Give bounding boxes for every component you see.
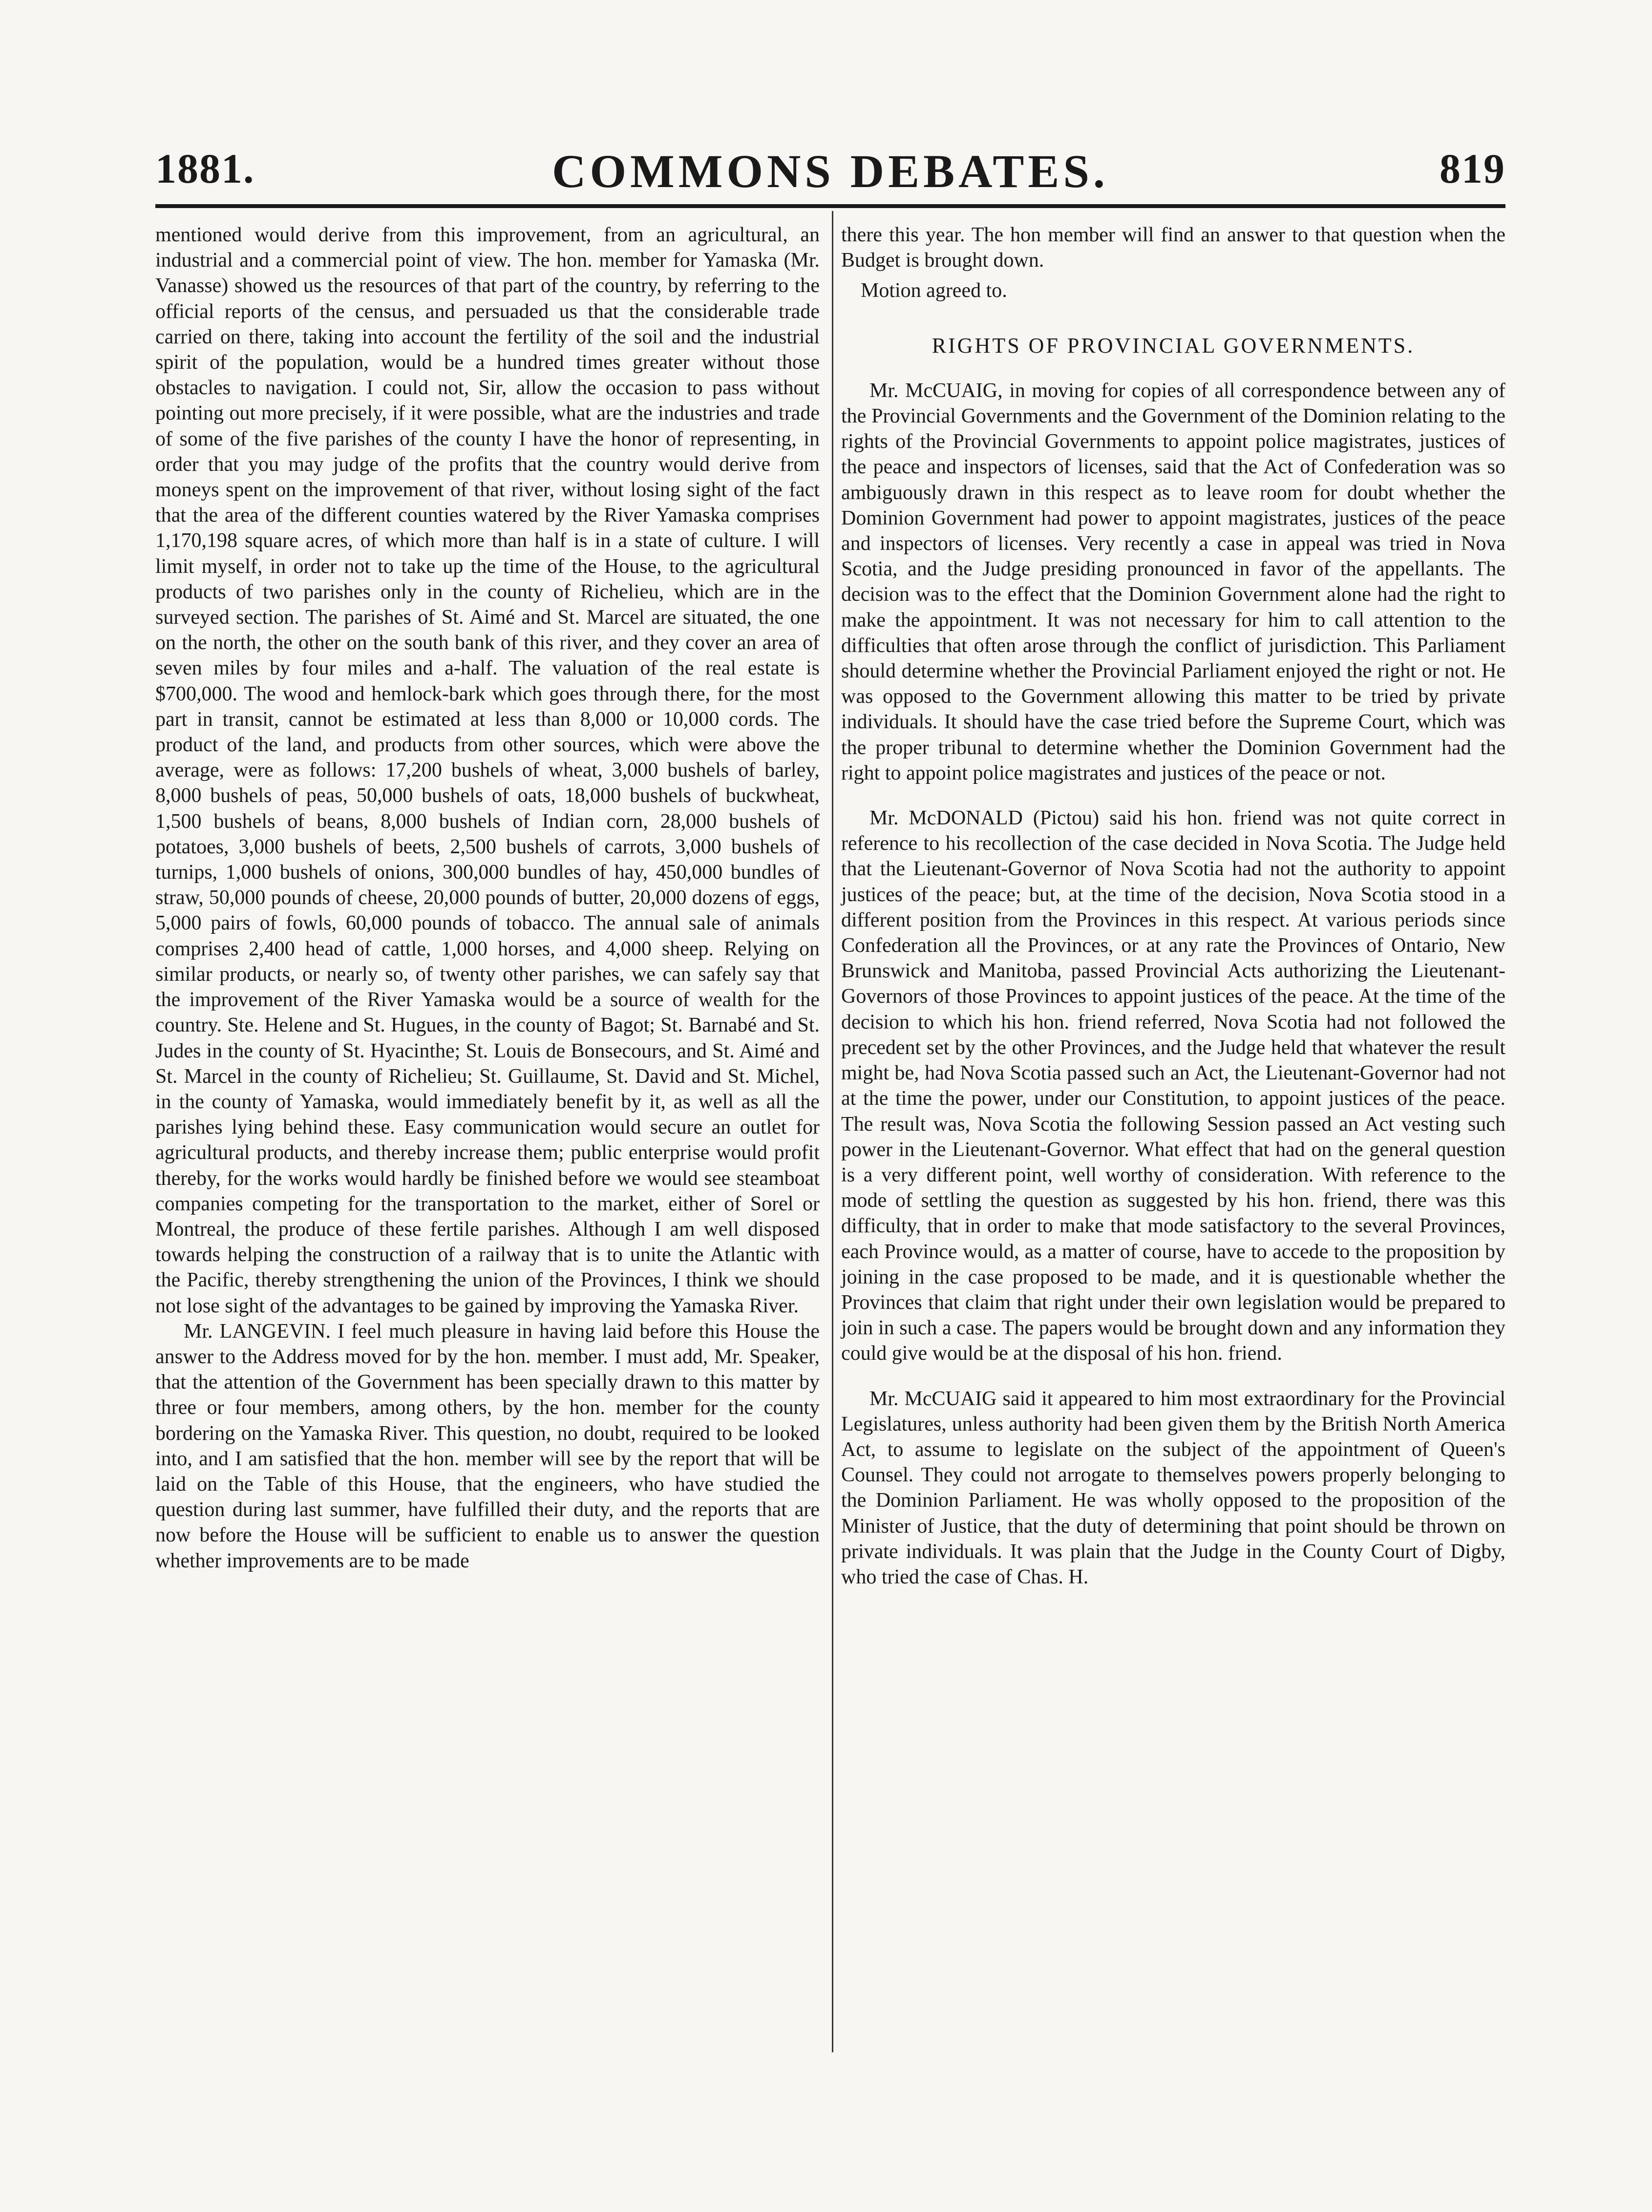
header-rule [155, 204, 1505, 208]
page-header [155, 144, 1505, 208]
section-heading: RIGHTS OF PROVINCIAL GOVERNMENTS. [932, 333, 1415, 358]
header-year: 1881. [155, 145, 255, 192]
left-paragraph-1: mentioned would derive from this improvement, from an agricultural, an industrial and a commercial point of view. The hon. member for Yamaska (Mr. Vanasse) showed us the resources of that part of the country, by referring to the official reports of the census, and persuaded us that the considerable trade carried on there, taking into account the fertility of the soil and the industrial spirit of the population, would be a hundred times greater without those obstacles to navigation. I could not, Sir, allow the occasion to pass without pointing out more precisely, if it were possible, what are the industries and trade of some of the five parishes of the county I have the honor of representing, in order that you may judge of the profits that the country would derive from moneys spent on the improvement of that river, without losing sight of the fact that the area of the different counties watered by the River Yamaska comprises 1,170,198 square acres, of which more than half is in a state of culture. I will limit myself, in order not to take up the time of the House, to the agricultural products of two parishes only in the county of Richelieu, which are in the surveyed section. The parishes of St. Aimé and St. Marcel are situated, the one on the north, the other on the south bank of this river, and they cover an area of seven miles by four miles and a-half. The valuation of the real estate is $700,000. The wood and hemlock-bark which goes through there, for the most part in transit, cannot be estimated at less than 8,000 or 10,000 cords. The product of the land, and products from other sources, which were above the average, were as follows: 17,200 bushels of wheat, 3,000 bushels of barley, 8,000 bushels of peas, 50,000 bushels of oats, 18,000 bushels of buckwheat, 1,500 bushels of beans, 8,000 bushels of Indian corn, 28,000 bushels of potatoes, 3,000 bushels of beets, 2,500 bushels of carrots, 3,000 bushels of turnips, 1,000 bushels of onions, 300,000 bundles of hay, 450,000 bundles of straw, 50,000 pounds of cheese, 20,000 pounds of butter, 20,000 dozens of eggs, 5,000 pairs of fowls, 60,000 pounds of tobacco. The annual sale of animals comprises 2,400 head of cattle, 1,000 horses, and 4,000 sheep. Relying on similar products, or nearly so, of twenty other parishes, we can safely say that the improvement of the River Yamaska would be a source of wealth for the country. Ste. Helene and St. Hugues, in the county of Bagot; St. Barnabé and St. Judes in the county of St. Hyacinthe; St. Louis de Bonsecours, and St. Aimé and St. Marcel in the county of Richelieu; St. Guillaume, St. David and St. Michel, in the county of Yamaska, would immediately benefit by it, as well as all the parishes lying behind these. Easy communication would secure an outlet for agricultural products, and thereby increase them; public enterprise would profit thereby, for the works would hardly be finished before we would see steamboat companies competing for the transportation to the market, either of Sorel or Montreal, the produce of these fertile parishes. Although I am well disposed towards helping the construction of a railway that is to unite the Atlantic with the Pacific, thereby strengthening the union of the Provinces, I think we should not lose sight of the advantages to be gained by improving the Yamaska River. [155, 224, 820, 1317]
left-paragraph-2: Mr. LANGEVIN. I feel much pleasure in having laid before this House the answer to the Address moved for by the hon. member. I must add, Mr. Speaker, that the attention of the Government has been specially drawn to this matter by three or four members, among others, by the hon. member for the county bordering on the Yamaska River. This question, no doubt, required to be looked into, and I am satisfied that the hon. member will see by the report that will be laid on the Table of this House, that the engineers, who have studied the question during last summer, have fulfilled their duty, and the reports that are now before the House will be sufficient to enable us to answer the question whether improvements are to be made [155, 1320, 820, 1572]
right-paragraph-3: Mr. McDONALD (Pictou) said his hon. friend was not quite correct in reference to his recollection of the case decided in Nova Scotia. The Judge held that the Lieutenant-Governor of Nova Scotia had not the authority to appoint justices of the peace; but, at the time of the decision, Nova Scotia stood in a different position from the Provinces in this respect. At various periods since Confederation all the Provinces, or at any rate the Provinces of Ontario, New Brunswick and Manitoba, passed Provincial Acts authorizing the Lieutenant-Governors of those Provinces to appoint justices of the peace. At the time of the decision to which his hon. friend referred, Nova Scotia had not followed the precedent set by the other Provinces, and the Judge held that whatever the result might be, had Nova Scotia passed such an Act, the Lieutenant-Governor had not at the time the power, under our Constitution, to appoint justices of the peace. The result was, Nova Scotia the following Session passed an Act vesting such power in the Lieutenant-Governor. What effect that had on the general question is a very different point, well worthy of consideration. With reference to the mode of settling the question as suggested by his hon. friend, there was this difficulty, that in order to make that mode satisfactory to the several Provinces, each Province would, as a matter of course, have to accede to the proposition by joining in the case proposed to be made, and it is questionable whether the Provinces that claim that right under their own legislation would be prepared to join in such a case. The papers would be brought down and any information they could give would be at the disposal of his hon. friend. [841, 807, 1505, 1365]
right-paragraph-4: Mr. McCUAIG said it appeared to him most extraordinary for the Provincial Legislatures, unless authority had been given them by the British North America Act, to assume to legislate on the subject of the appointment of Queen's Counsel. They could not arrogate to themselves powers properly belonging to the Dominion Parliament. He was wholly opposed to the proposition of the Minister of Justice, that the duty of determining that point should be thrown on private individuals. It was plain that the Judge in the County Court of Digby, who tried the case of Chas. H. [841, 1387, 1505, 1588]
right-paragraph-2: Mr. McCUAIG, in moving for copies of all correspondence between any of the Provincial Governments and the Government of the Dominion relating to the rights of the Provincial Governments to appoint police magistrates, justices of the peace and inspectors of licenses, said that the Act of Confederation was so ambiguously drawn in this respect as to leave room for doubt whether the Dominion Government had power to appoint magistrates, justices of the peace and inspectors of licenses. Very recently a case in appeal was tried in Nova Scotia, and the Judge presiding pronounced in favor of the appellants. The decision was to the effect that the Dominion Government alone had the right to make the appointment. It was not necessary for him to call attention to the difficulties that often arose through the conflict of jurisdiction. This Parliament should determine whether the Provincial Parliament enjoyed the right or not. He was opposed to the Government allowing this matter to be tried by private individuals. It should have the case tried before the Supreme Court, which was the proper tribunal to determine whether the Dominion Government had the right to appoint police magistrates and justices of the peace or not. [841, 379, 1505, 784]
column-divider [832, 211, 833, 2052]
header-title: COMMONS DEBATES. [552, 145, 1109, 197]
right-column [841, 222, 1505, 1590]
header-page-number: 819 [1440, 145, 1505, 192]
left-column [155, 222, 820, 1574]
motion-line: Motion agreed to. [861, 279, 1007, 302]
right-paragraph-1: there this year. The hon member will find an answer to that question when the Budget is brought down. [841, 224, 1505, 272]
